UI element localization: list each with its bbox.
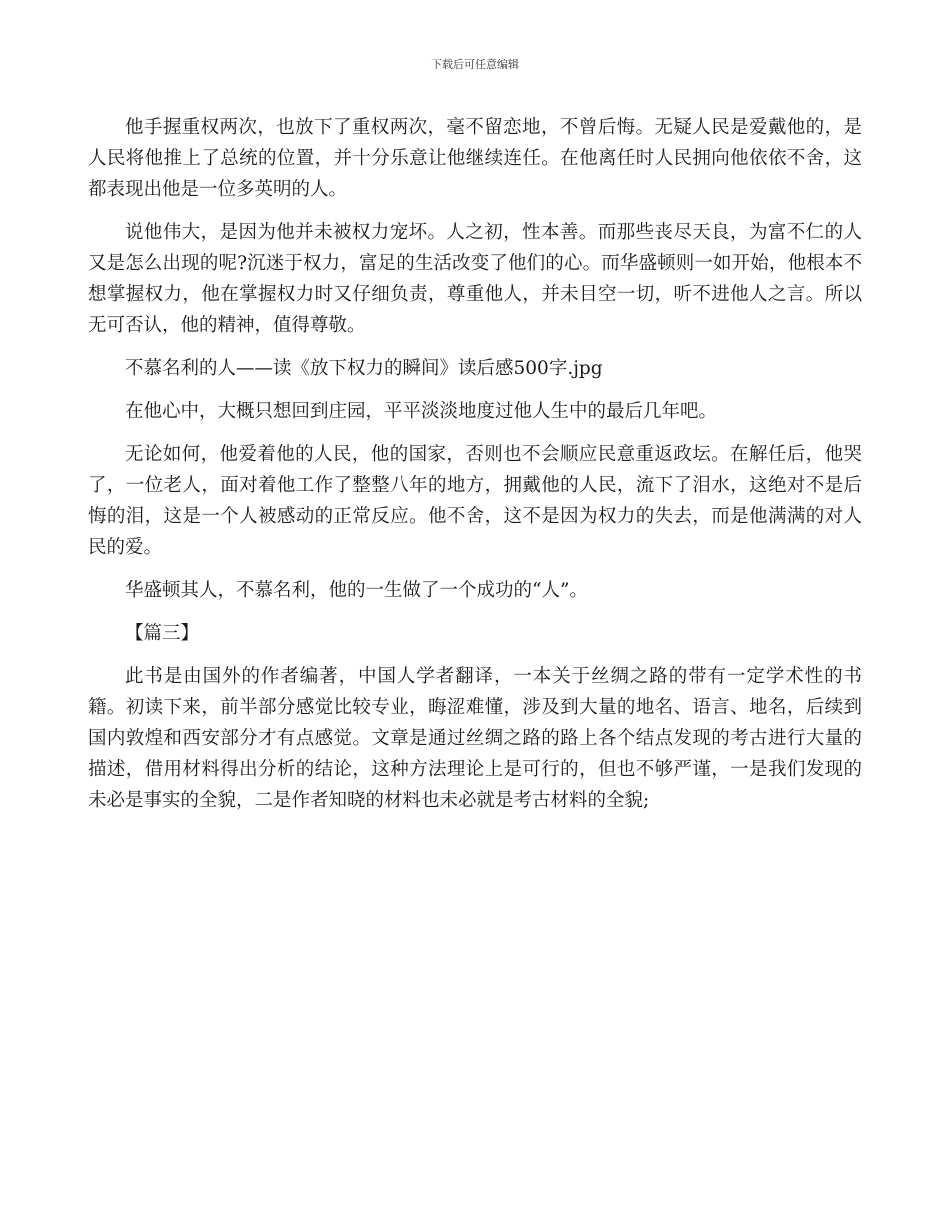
paragraph-6: 此书是由国外的作者编著，中国人学者翻译，一本关于丝绸之路的带有一定学术性的书籍。初读下来，前半部分感觉比较专业，晦涩难懂，涉及到大量的地名、语言、地名，后续到国内敦煌和西安部分才有点感觉。文章是通过丝绸之路的路上各个结点发现的考古进行大量的描述，借用材料得出分析的结论，这种方法理论上是可行的，但也不够严谨，一是我们发现的未必是事实的全貌，二是作者知晓的材料也未必就是考古材料的全貌; bbox=[88, 666, 862, 811]
paragraph-2: 说他伟大，是因为他并未被权力宠坏。人之初，性本善。而那些丧尽天良，为富不仁的人又是怎么出现的呢?沉迷于权力，富足的生活改变了他们的心。而华盛顿则一如开始，他根本不想掌握权力，他在掌握权力时又仔细负责，尊重他人，并未目空一切，听不进他人之言。所以无可否认，他的精神，值得尊敬。 bbox=[88, 222, 862, 336]
paragraph-4: 无论如何，他爱着他的人民，他的国家，否则也不会顺应民意重返政坛。在解任后，他哭了，一位老人，面对着他工作了整整八年的地方，拥戴他的人民，流下了泪水，这绝对不是后悔的泪，这是一个人被感动的正常反应。他不舍，这不是因为权力的失去，而是他满满的对人民的爱。 bbox=[88, 444, 862, 558]
paragraph-5: 华盛顿其人，不慕名利，他的一生做了一个成功的“人”。 bbox=[125, 580, 588, 601]
document-body bbox=[88, 112, 862, 828]
page-header: 下载后可任意编辑 bbox=[431, 58, 519, 71]
paragraph-1: 他手握重权两次，也放下了重权两次，毫不留恋地，不曾后悔。无疑人民是爱戴他的，是人民将他推上了总统的位置，并十分乐意让他继续连任。在他离任时人民拥向他依依不舍，这都表现出他是一位多英明的人。 bbox=[88, 117, 862, 200]
section-heading: 【篇三】 bbox=[125, 623, 200, 644]
image-caption-filename: 不慕名利的人——读《放下权力的瞬间》读后感500字.jpg bbox=[125, 358, 603, 379]
paragraph-3: 在他心中，大概只想回到庄园，平平淡淡地度过他人生中的最后几年吧。 bbox=[125, 401, 718, 422]
